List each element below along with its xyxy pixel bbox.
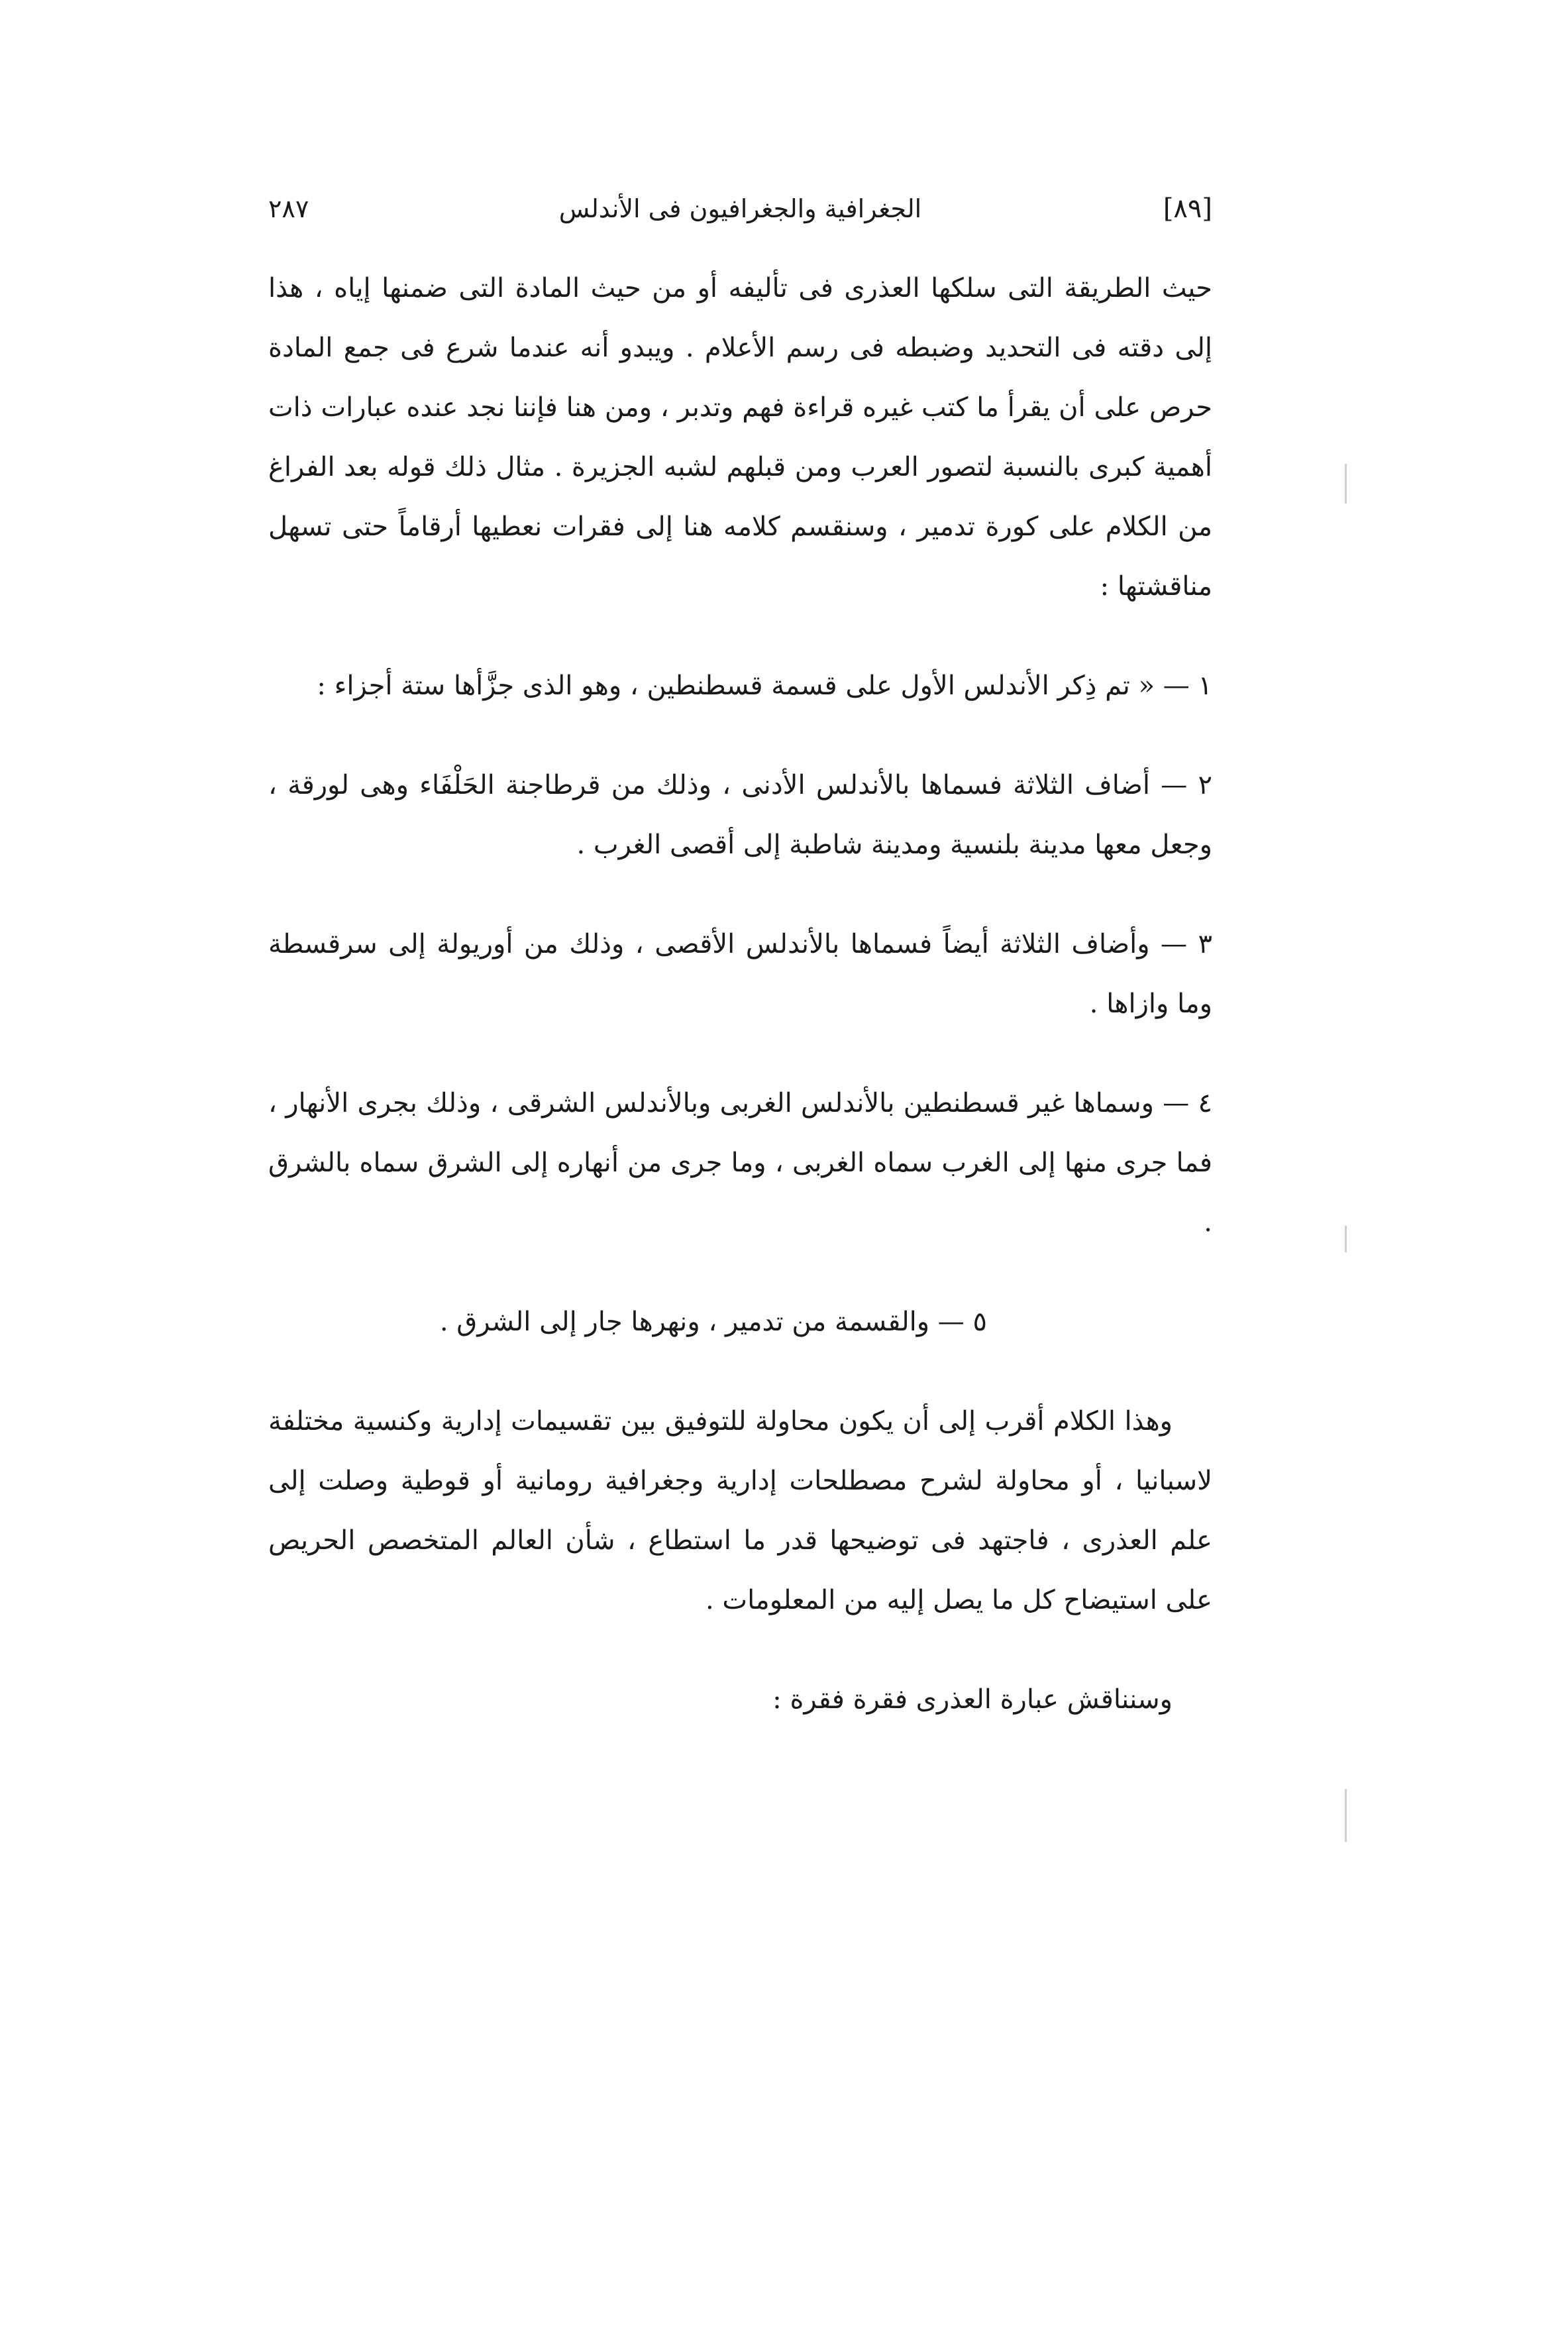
numbered-item-4: ٤ — وسماها غير قسطنطين بالأندلس الغربى وبالأندلس الشرقى ، وذلك بجرى الأنهار ، فما جرى منها إلى الغرب سماه الغربى ، وما جرى من أنهاره إلى الشرق سماه بالشرق .	[268, 1088, 1212, 1238]
section-number: [٨٩]	[1163, 193, 1212, 224]
numbered-item-5: ٥ — والقسمة من تدمير ، ونهرها جار إلى الشرق .	[439, 1307, 987, 1337]
running-title: الجغرافية والجغرافيون فى الأندلس	[558, 194, 922, 223]
scan-edge-mark	[1345, 1789, 1347, 1842]
page-header	[268, 189, 1212, 242]
numbered-item-3: ٣ — وأضاف الثلاثة أيضاً فسماها بالأندلس الأقصى ، وذلك من أوريولة إلى سرقسطة وما وازاها .	[268, 929, 1212, 1019]
scan-edge-mark	[1345, 1226, 1347, 1252]
closing-line: وسنناقش عبارة العذرى فقرة فقرة :	[772, 1684, 1173, 1715]
numbered-item-1: ١ — « تم ذِكر الأندلس الأول على قسمة قسطنطين ، وهو الذى جزَّأها ستة أجزاء :	[317, 671, 1212, 701]
page-number: ٢٨٧	[268, 194, 309, 223]
analysis-paragraph: وهذا الكلام أقرب إلى أن يكون محاولة للتوفيق بين تقسيمات إدارية وكنسية مختلفة لاسبانيا ، أو محاولة لشرح مصطلحات إدارية وجغرافية رومانية أو قوطية وصلت إلى علم العذرى ، فاجتهد فى توضيحها قدر ما استطاع ، شأن العالم المتخصص الحريص على استيضاح كل ما يصل إليه من المعلومات .	[268, 1406, 1212, 1615]
numbered-item-2: ٢ — أضاف الثلاثة فسماها بالأندلس الأدنى ، وذلك من قرطاجنة الحَلْفَاء وهى لورقة ، وجعل معها مدينة بلنسية ومدينة شاطبة إلى أقصى الغرب .	[268, 770, 1212, 860]
intro-paragraph: حيث الطريقة التى سلكها العذرى فى تأليفه أو من حيث المادة التى ضمنها إياه ، هذا إلى دقته فى التحديد وضبطه فى رسم الأعلام . ويبدو أنه عندما شرع فى جمع المادة حرص على أن يقرأ ما كتب غيره قراءة فهم وتدبر ، ومن هنا فإننا نجد عنده عبارات ذات أهمية كبرى بالنسبة لتصور العرب ومن قبلهم لشبه الجزيرة . مثال ذلك قوله بعد الفراغ من الكلام على كورة تدمير ، وسنقسم كلامه هنا إلى فقرات نعطيها أرقاماً حتى تسهل مناقشتها :	[268, 273, 1212, 602]
scan-edge-mark	[1345, 464, 1347, 504]
body-text	[268, 258, 1212, 1729]
